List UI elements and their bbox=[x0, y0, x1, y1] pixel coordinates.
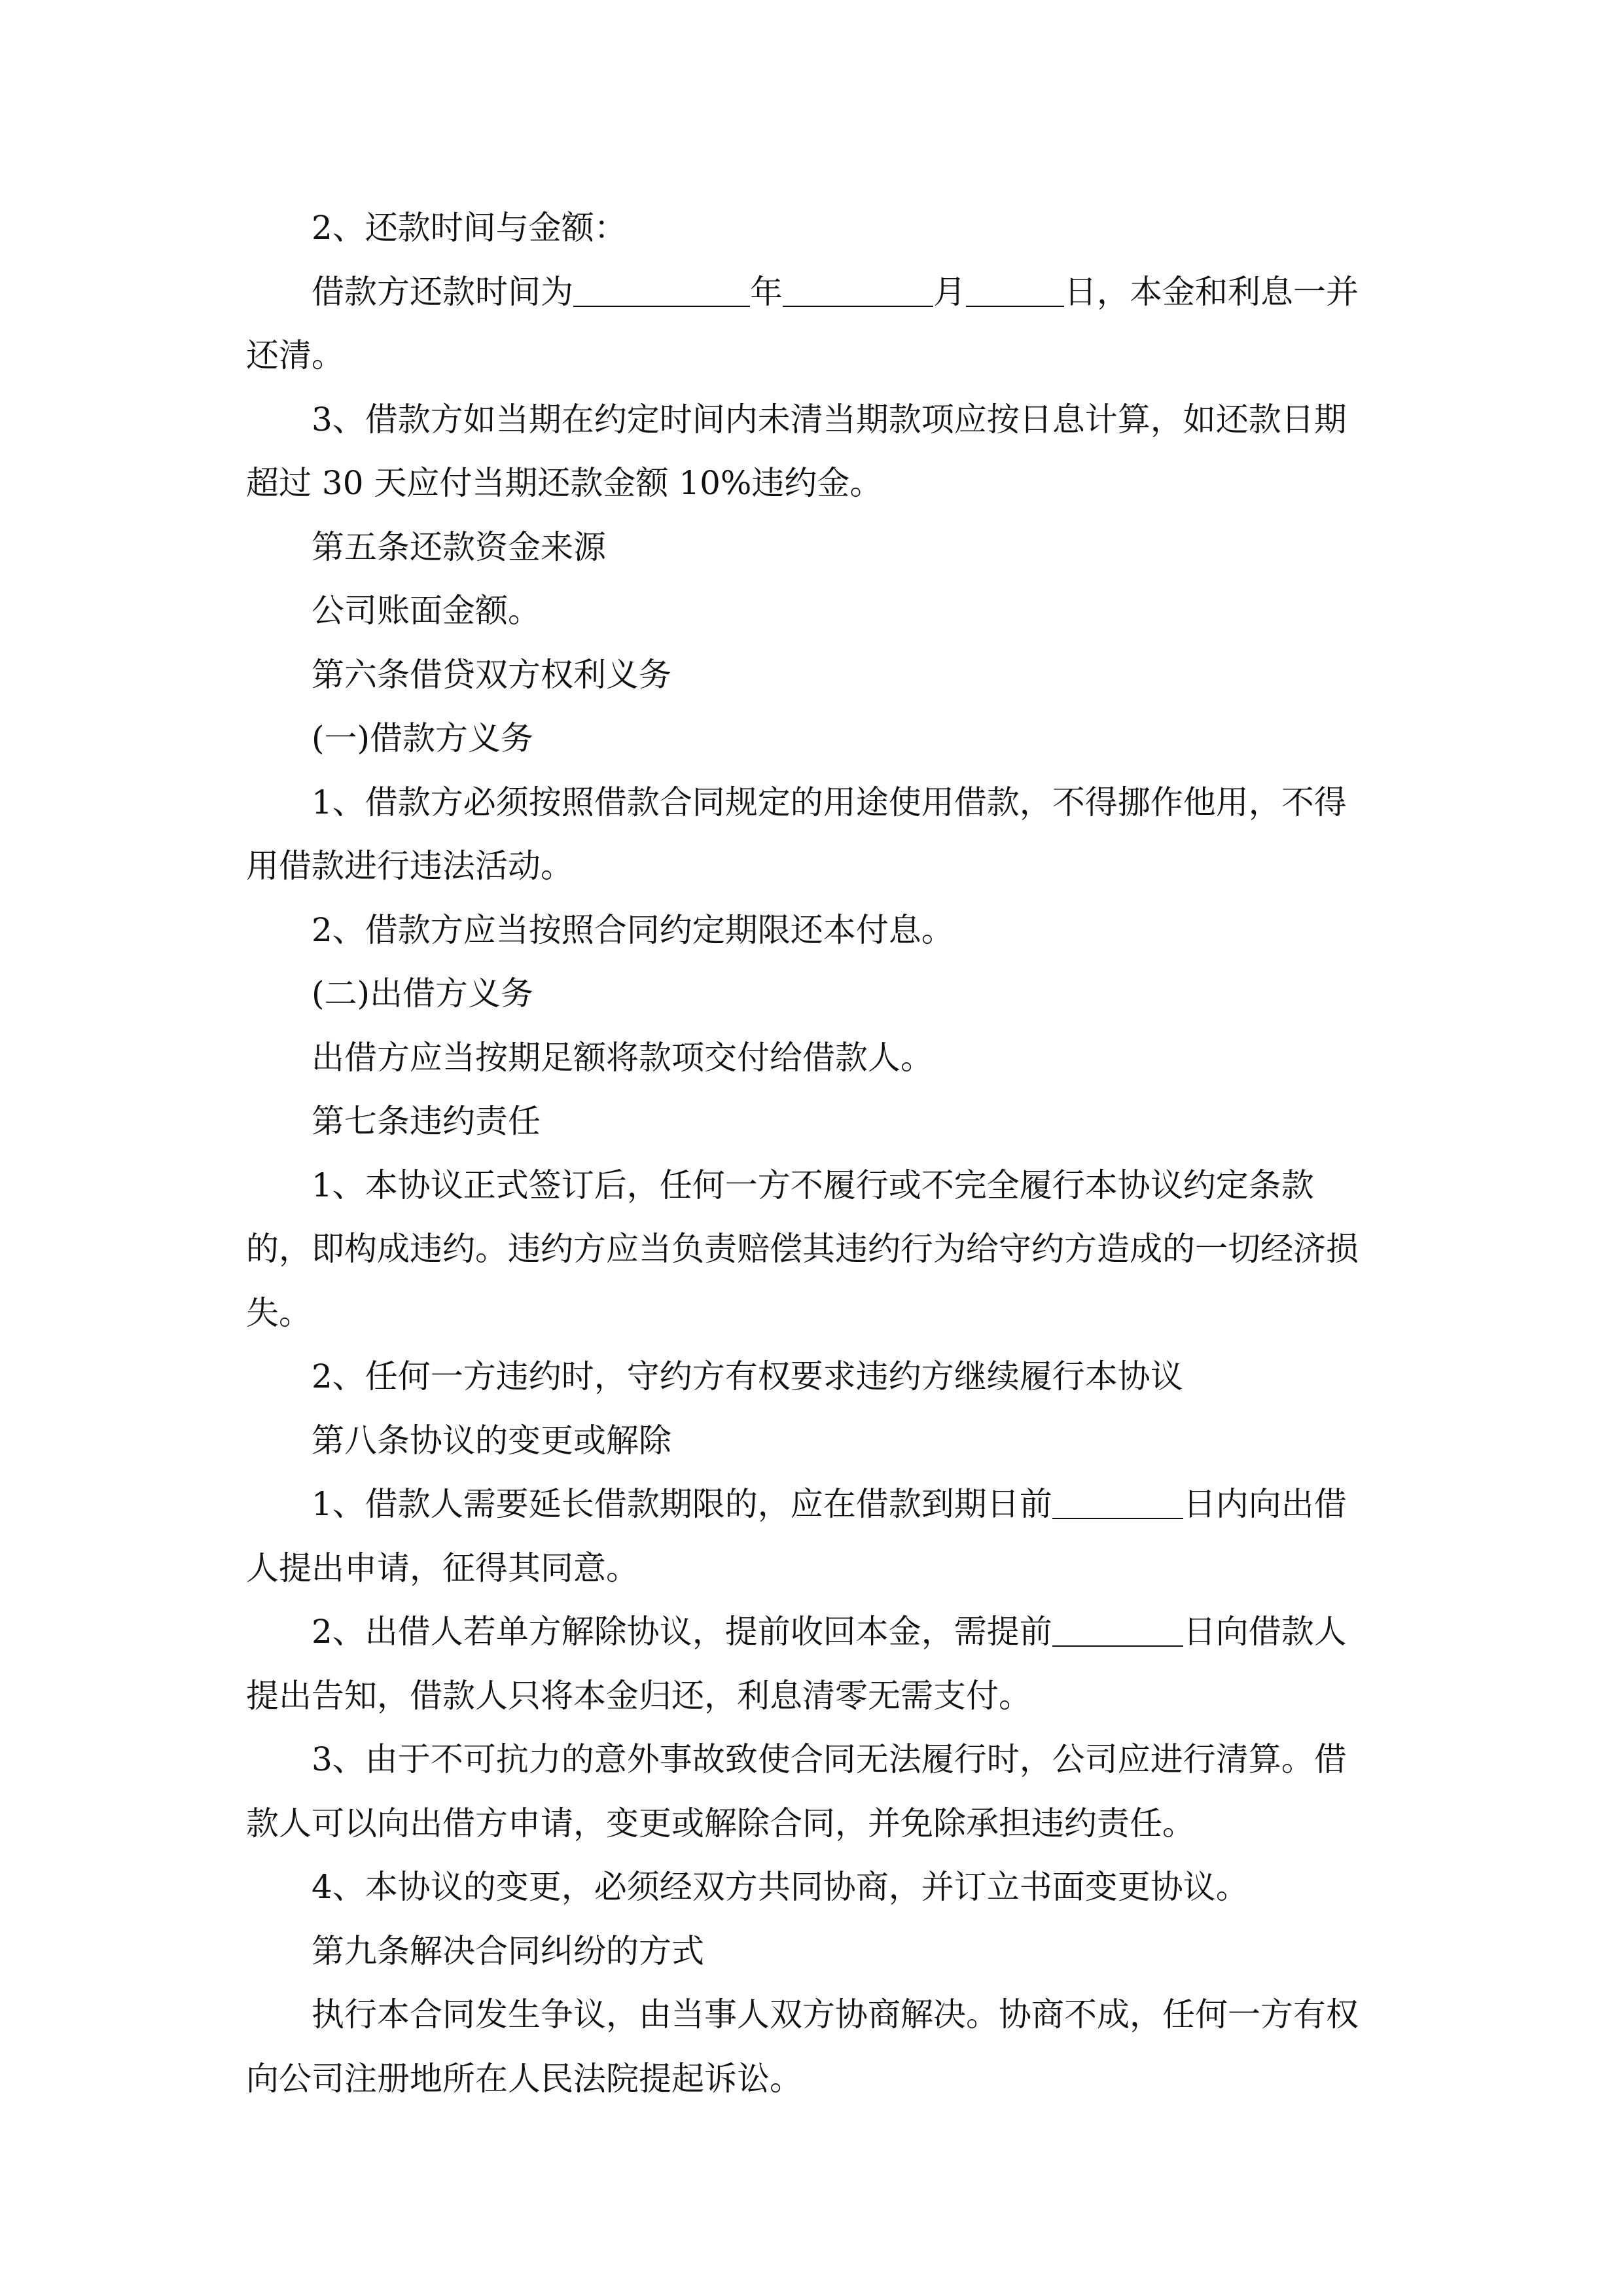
repayment-date-text-2: 年 bbox=[750, 272, 783, 311]
section-heading-8: 第八条协议的变更或解除 bbox=[312, 1421, 671, 1460]
paragraph-change-4: 4、本协议的变更，必须经双方共同协商，并订立书面变更协议。 bbox=[312, 1868, 1249, 1906]
days-blank-1 bbox=[1052, 1486, 1183, 1519]
repayment-date-text-1: 借款方还款时间为 bbox=[312, 272, 573, 311]
repayment-date-text-3: 月 bbox=[933, 272, 966, 311]
paragraph-liability-2: 2、任何一方违约时，守约方有权要求违约方继续履行本协议 bbox=[312, 1357, 1183, 1395]
month-blank bbox=[783, 274, 933, 307]
repayment-date-text-4: 日，本金和利息一并还清。 bbox=[246, 272, 1359, 374]
day-blank bbox=[966, 274, 1064, 307]
paragraph-change-2 bbox=[246, 1600, 1378, 1728]
paragraph-liability-1: 1、本协议正式签订后，任何一方不履行或不完全履行本协议约定条款的，即构成违约。违约方应当负责赔偿其违约行为给守约方造成的一切经济损失。 bbox=[246, 1166, 1359, 1332]
section-heading-6: 第六条借贷双方权利义务 bbox=[312, 655, 671, 694]
section-heading-5: 第五条还款资金来源 bbox=[312, 528, 606, 566]
paragraph-change-1 bbox=[246, 1473, 1378, 1600]
days-blank-2 bbox=[1052, 1614, 1183, 1647]
change-1-text-1: 1、借款人需要延长借款期限的，应在借款到期日前 bbox=[312, 1485, 1052, 1523]
year-blank bbox=[573, 274, 750, 307]
subheading-borrower-obligations: (一)借款方义务 bbox=[312, 719, 534, 757]
subheading-lender-obligations: (二)出借方义务 bbox=[312, 975, 534, 1013]
paragraph-change-3: 3、由于不可抗力的意外事故致使合同无法履行时，公司应进行清算。借款人可以向出借方申请，变更或解除合同，并免除承担违约责任。 bbox=[246, 1740, 1347, 1842]
paragraph-borrower-obligation-1: 1、借款方必须按照借款合同规定的用途使用借款，不得挪作他用，不得用借款进行违法活动。 bbox=[246, 783, 1347, 885]
paragraph-lender-obligation: 出借方应当按期足额将款项交付给借款人。 bbox=[312, 1038, 933, 1077]
change-2-text-1: 2、出借人若单方解除协议，提前收回本金，需提前 bbox=[312, 1613, 1052, 1651]
change-1-text-2: 日内向出借人提出申请，征得其同意。 bbox=[246, 1485, 1347, 1587]
paragraph-borrower-obligation-2: 2、借款方应当按照合同约定期限还本付息。 bbox=[312, 910, 954, 949]
paragraph-repayment-heading: 2、还款时间与金额： bbox=[312, 209, 627, 247]
change-2-text-2: 日向借款人提出告知，借款人只将本金归还，利息清零无需支付。 bbox=[246, 1613, 1347, 1715]
paragraph-dispute-resolution: 执行本合同发生争议，由当事人双方协商解决。协商不成，任何一方有权向公司注册地所在人民法院提起诉讼。 bbox=[246, 1996, 1359, 2098]
section-heading-9: 第九条解决合同纠纷的方式 bbox=[312, 1931, 704, 1970]
paragraph-late-penalty: 3、借款方如当期在约定时间内未清当期款项应按日息计算，如还款日期超过 30 天应付当期还款金额 10%违约金。 bbox=[246, 400, 1347, 502]
paragraph-fund-source: 公司账面金额。 bbox=[312, 592, 541, 630]
document-body bbox=[246, 196, 1378, 2111]
section-heading-7: 第七条违约责任 bbox=[312, 1102, 541, 1140]
paragraph-repayment-date bbox=[246, 260, 1378, 388]
